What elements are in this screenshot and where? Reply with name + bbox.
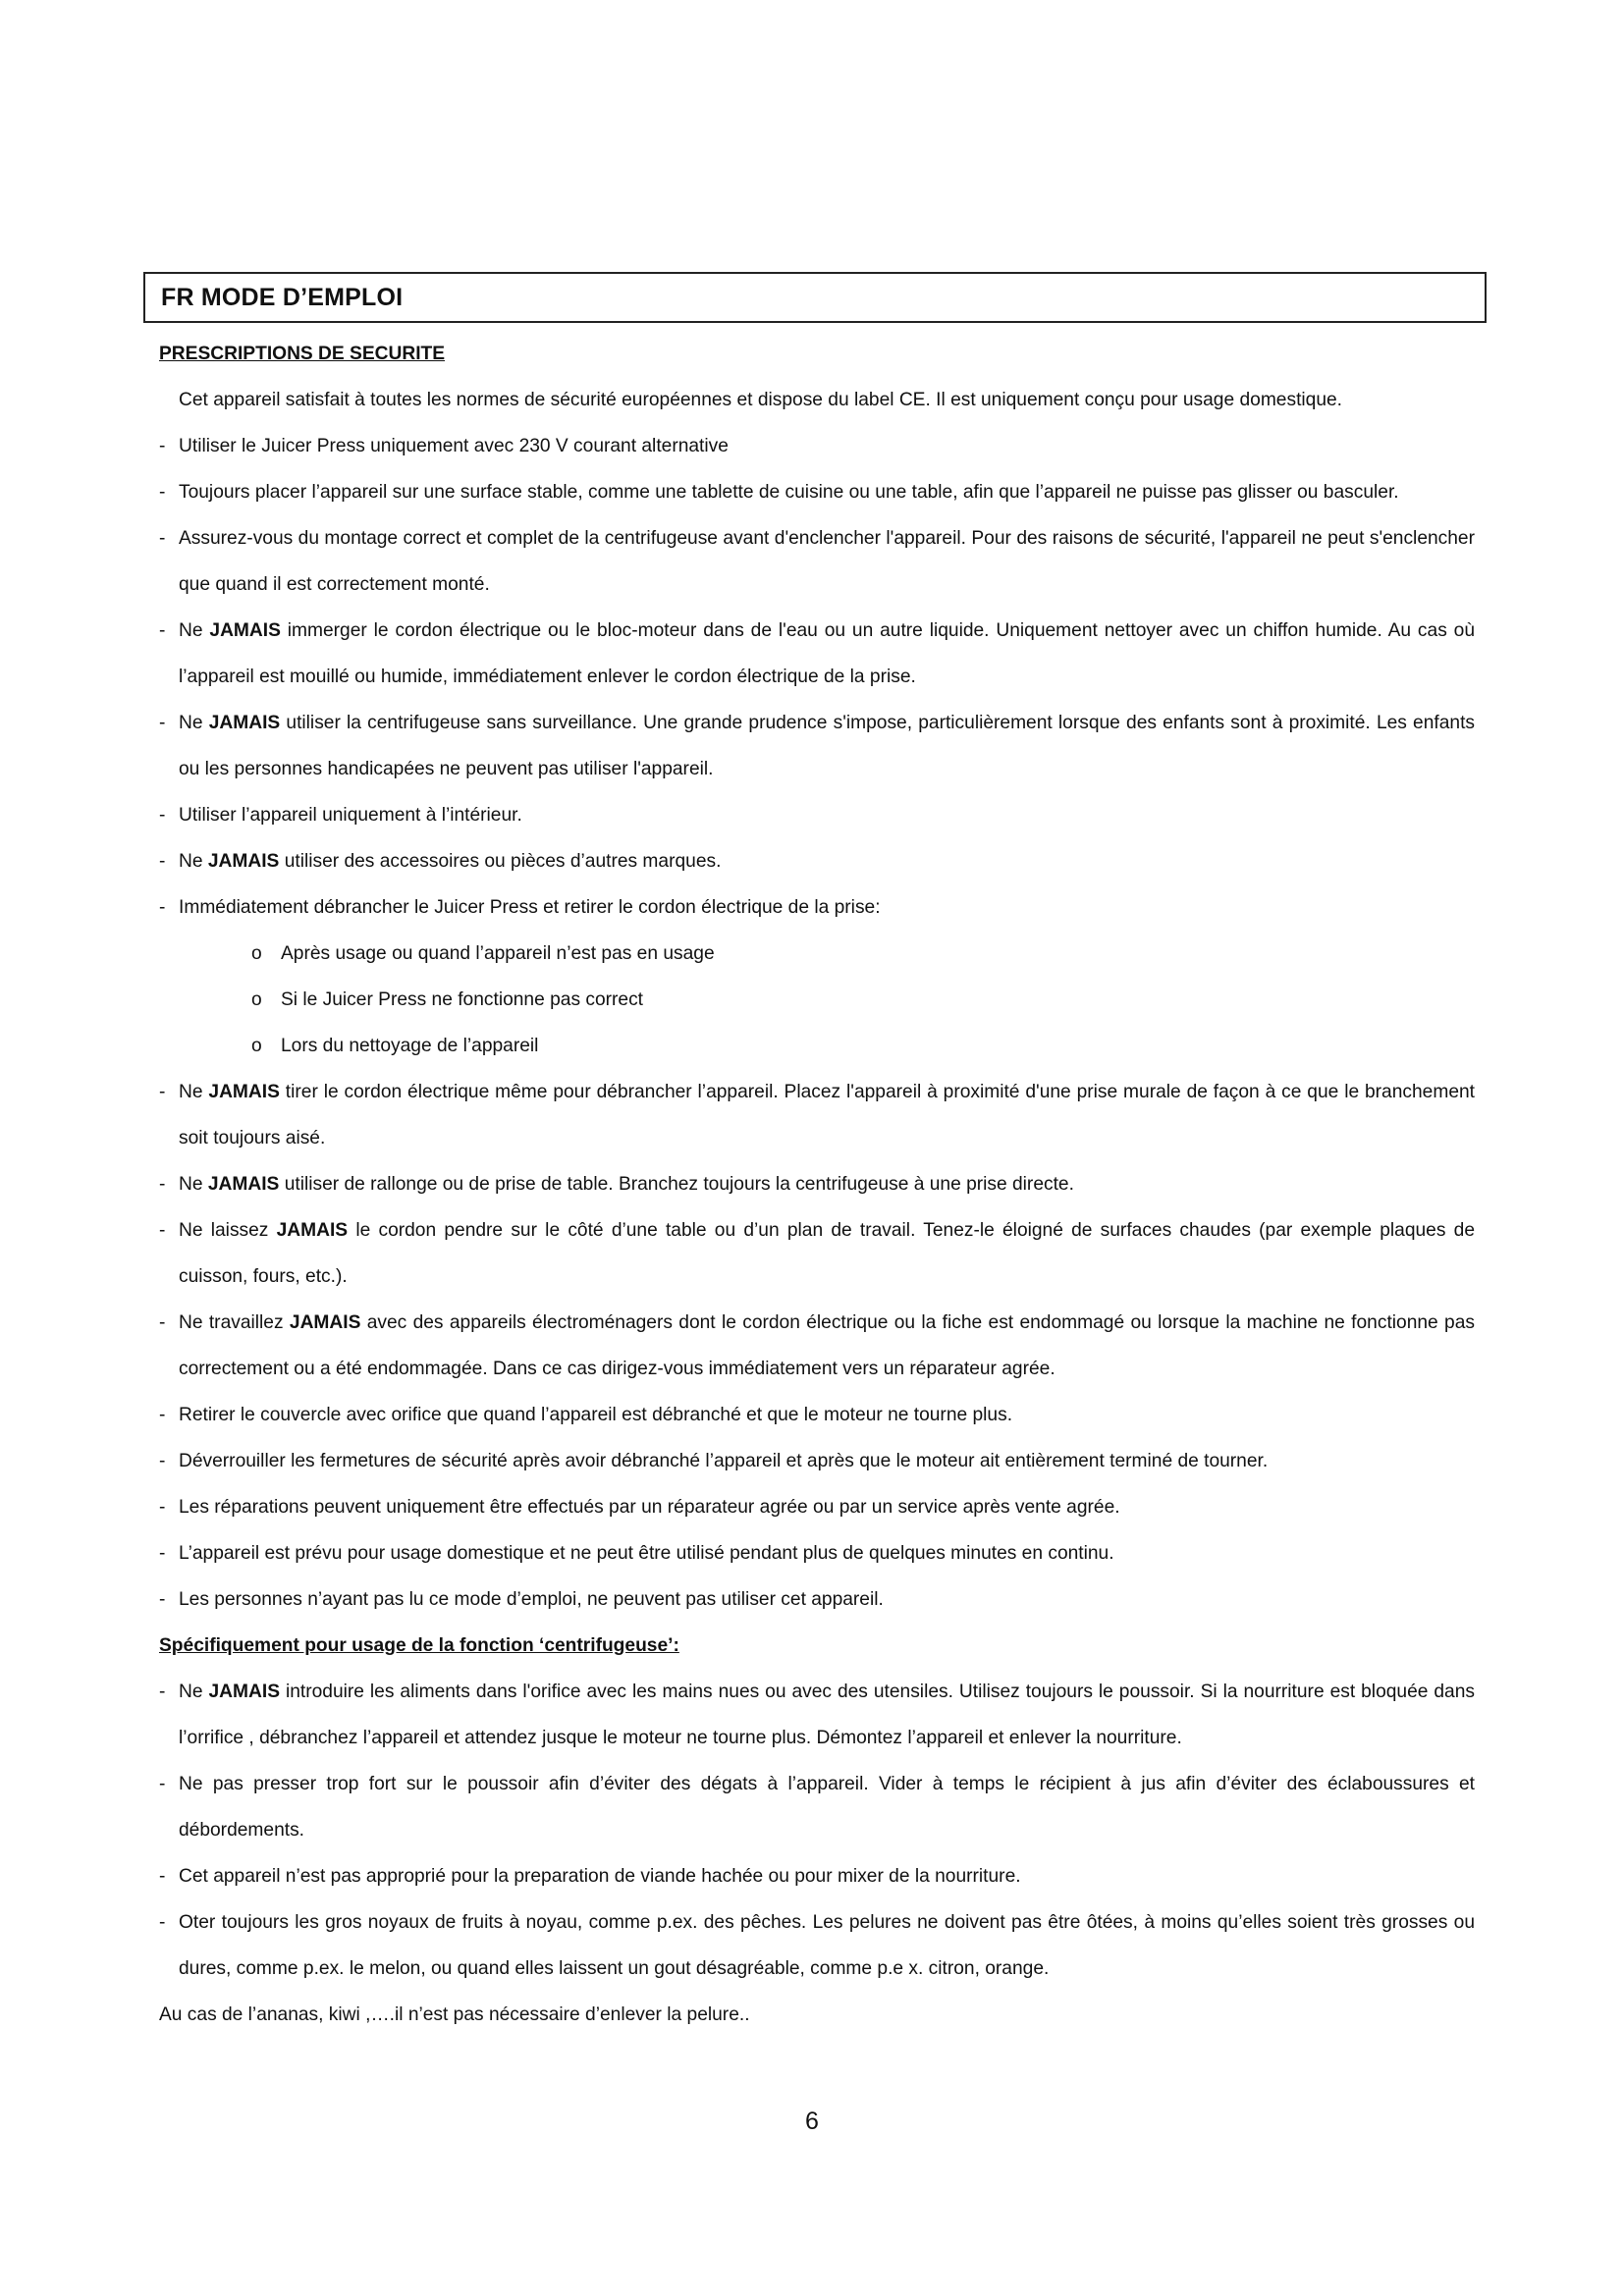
section-title-centrifuge: Spécifiquement pour usage de la fonction ‘centrifugeuse’: bbox=[159, 1635, 679, 1656]
list-item: - Utiliser l’appareil uniquement à l’intérieur. bbox=[159, 805, 522, 826]
header-box bbox=[143, 272, 1487, 323]
sub-list-item: o Lors du nettoyage de l’appareil bbox=[159, 1023, 1475, 1069]
list-item: - Ne JAMAIS immerger le cordon électrique ou le bloc-moteur dans de l'eau ou un autre liquide. Uniquement nettoyer avec un chiffon humide. Au cas où l’appareil est mouillé ou humide, immédiatement enlever le cordon électrique de la prise. bbox=[159, 620, 1476, 687]
list-item: - Ne JAMAIS tirer le cordon électrique même pour débrancher l’appareil. Placez l'appareil à proximité d'une prise murale de façon à ce que le branchement soit toujours aisé. bbox=[159, 1082, 1475, 1148]
list-item: - Oter toujours les gros noyaux de fruits à noyau, comme p.ex. des pêches. Les pelures ne doivent pas être ôtées, à moins qu’elles soient très grosses ou dures, comme p.ex. le melon, ou quand elles laissent un gout désagréable, comme p.e x. citron, orange. bbox=[159, 1912, 1475, 1979]
section-title-safety: PRESCRIPTIONS DE SECURITE bbox=[159, 344, 446, 364]
page-number: 6 bbox=[805, 2108, 819, 2135]
sub-list-item: o Après usage ou quand l’appareil n’est pas en usage bbox=[159, 931, 1475, 977]
list-item: - Toujours placer l’appareil sur une surface stable, comme une tablette de cuisine ou une table, afin que l’appareil ne puisse pas glisser ou basculer. bbox=[159, 482, 1399, 503]
list-item: - Ne JAMAIS utiliser de rallonge ou de prise de table. Branchez toujours la centrifugeuse à une prise directe. bbox=[159, 1174, 1074, 1195]
list-item: - Ne JAMAIS utiliser la centrifugeuse sans surveillance. Une grande prudence s'impose, particulièrement lorsque des enfants sont à proximité. Les enfants ou les personnes handicapées ne peuvent pas utiliser l'appareil. bbox=[159, 713, 1476, 779]
document-body bbox=[159, 331, 1475, 2038]
intro-paragraph: Cet appareil satisfait à toutes les normes de sécurité européennes et dispose du label CE. Il est uniquement conçu pour usage domestique. bbox=[179, 390, 1343, 410]
list-item: - Immédiatement débrancher le Juicer Press et retirer le cordon électrique de la prise: bbox=[159, 897, 881, 918]
page-title: FR MODE D’EMPLOI bbox=[161, 284, 404, 311]
list-item: - Assurez-vous du montage correct et complet de la centrifugeuse avant d'enclencher l'appareil. Pour des raisons de sécurité, l'appareil ne peut s'enclencher que quand il est correctement monté. bbox=[159, 528, 1475, 595]
list-item: - L’appareil est prévu pour usage domestique et ne peut être utilisé pendant plus de quelques minutes en continu. bbox=[159, 1543, 1114, 1564]
list-item: - Ne travaillez JAMAIS avec des appareils électroménagers dont le cordon électrique ou la fiche est endommagé ou lorsque la machine ne fonctionne pas correctement ou a été endommagée. Dans ce cas dirigez-vous immédiatement vers un réparateur agrée. bbox=[159, 1312, 1475, 1379]
list-item: - Ne pas presser trop fort sur le poussoir afin d’éviter des dégats à l’appareil. Vider à temps le récipient à jus afin d’éviter des éclaboussures et débordements. bbox=[159, 1774, 1475, 1841]
list-item: - Les personnes n’ayant pas lu ce mode d’emploi, ne peuvent pas utiliser cet appareil. bbox=[159, 1589, 884, 1610]
circle-bullet-icon: o bbox=[251, 1036, 262, 1056]
list-item: - Déverrouiller les fermetures de sécurité après avoir débranché l’appareil et après que le moteur ait entièrement terminé de tourner. bbox=[159, 1451, 1269, 1471]
closing-note: Au cas de l’ananas, kiwi ,….il n’est pas nécessaire d’enlever la pelure.. bbox=[159, 2004, 750, 2025]
list-item: - Ne laissez JAMAIS le cordon pendre sur le côté d’une table ou d’un plan de travail. Tenez-le éloigné de surfaces chaudes (par exemple plaques de cuisson, fours, etc.). bbox=[159, 1220, 1475, 1287]
list-item: - Retirer le couvercle avec orifice que quand l’appareil est débranché et que le moteur ne tourne plus. bbox=[159, 1405, 1013, 1425]
list-item: - Cet appareil n’est pas approprié pour la preparation de viande hachée ou pour mixer de la nourriture. bbox=[159, 1866, 1021, 1887]
list-item: - Les réparations peuvent uniquement être effectués par un réparateur agrée ou par un service après vente agrée. bbox=[159, 1497, 1120, 1518]
circle-bullet-icon: o bbox=[251, 989, 262, 1010]
list-item: - Ne JAMAIS introduire les aliments dans l'orifice avec les mains nues ou avec des utensiles. Utilisez toujours le poussoir. Si la nourriture est bloquée dans l’orrifice , débranchez l’appareil et attendez jusque le moteur ne tourne plus. Démontez l’appareil et enlever la nourriture. bbox=[159, 1682, 1475, 1748]
circle-bullet-icon: o bbox=[251, 943, 262, 964]
sub-list-item: o Si le Juicer Press ne fonctionne pas correct bbox=[159, 977, 1475, 1023]
list-item: - Utiliser le Juicer Press uniquement avec 230 V courant alternative bbox=[159, 436, 729, 456]
list-item: - Ne JAMAIS utiliser des accessoires ou pièces d’autres marques. bbox=[159, 851, 722, 872]
